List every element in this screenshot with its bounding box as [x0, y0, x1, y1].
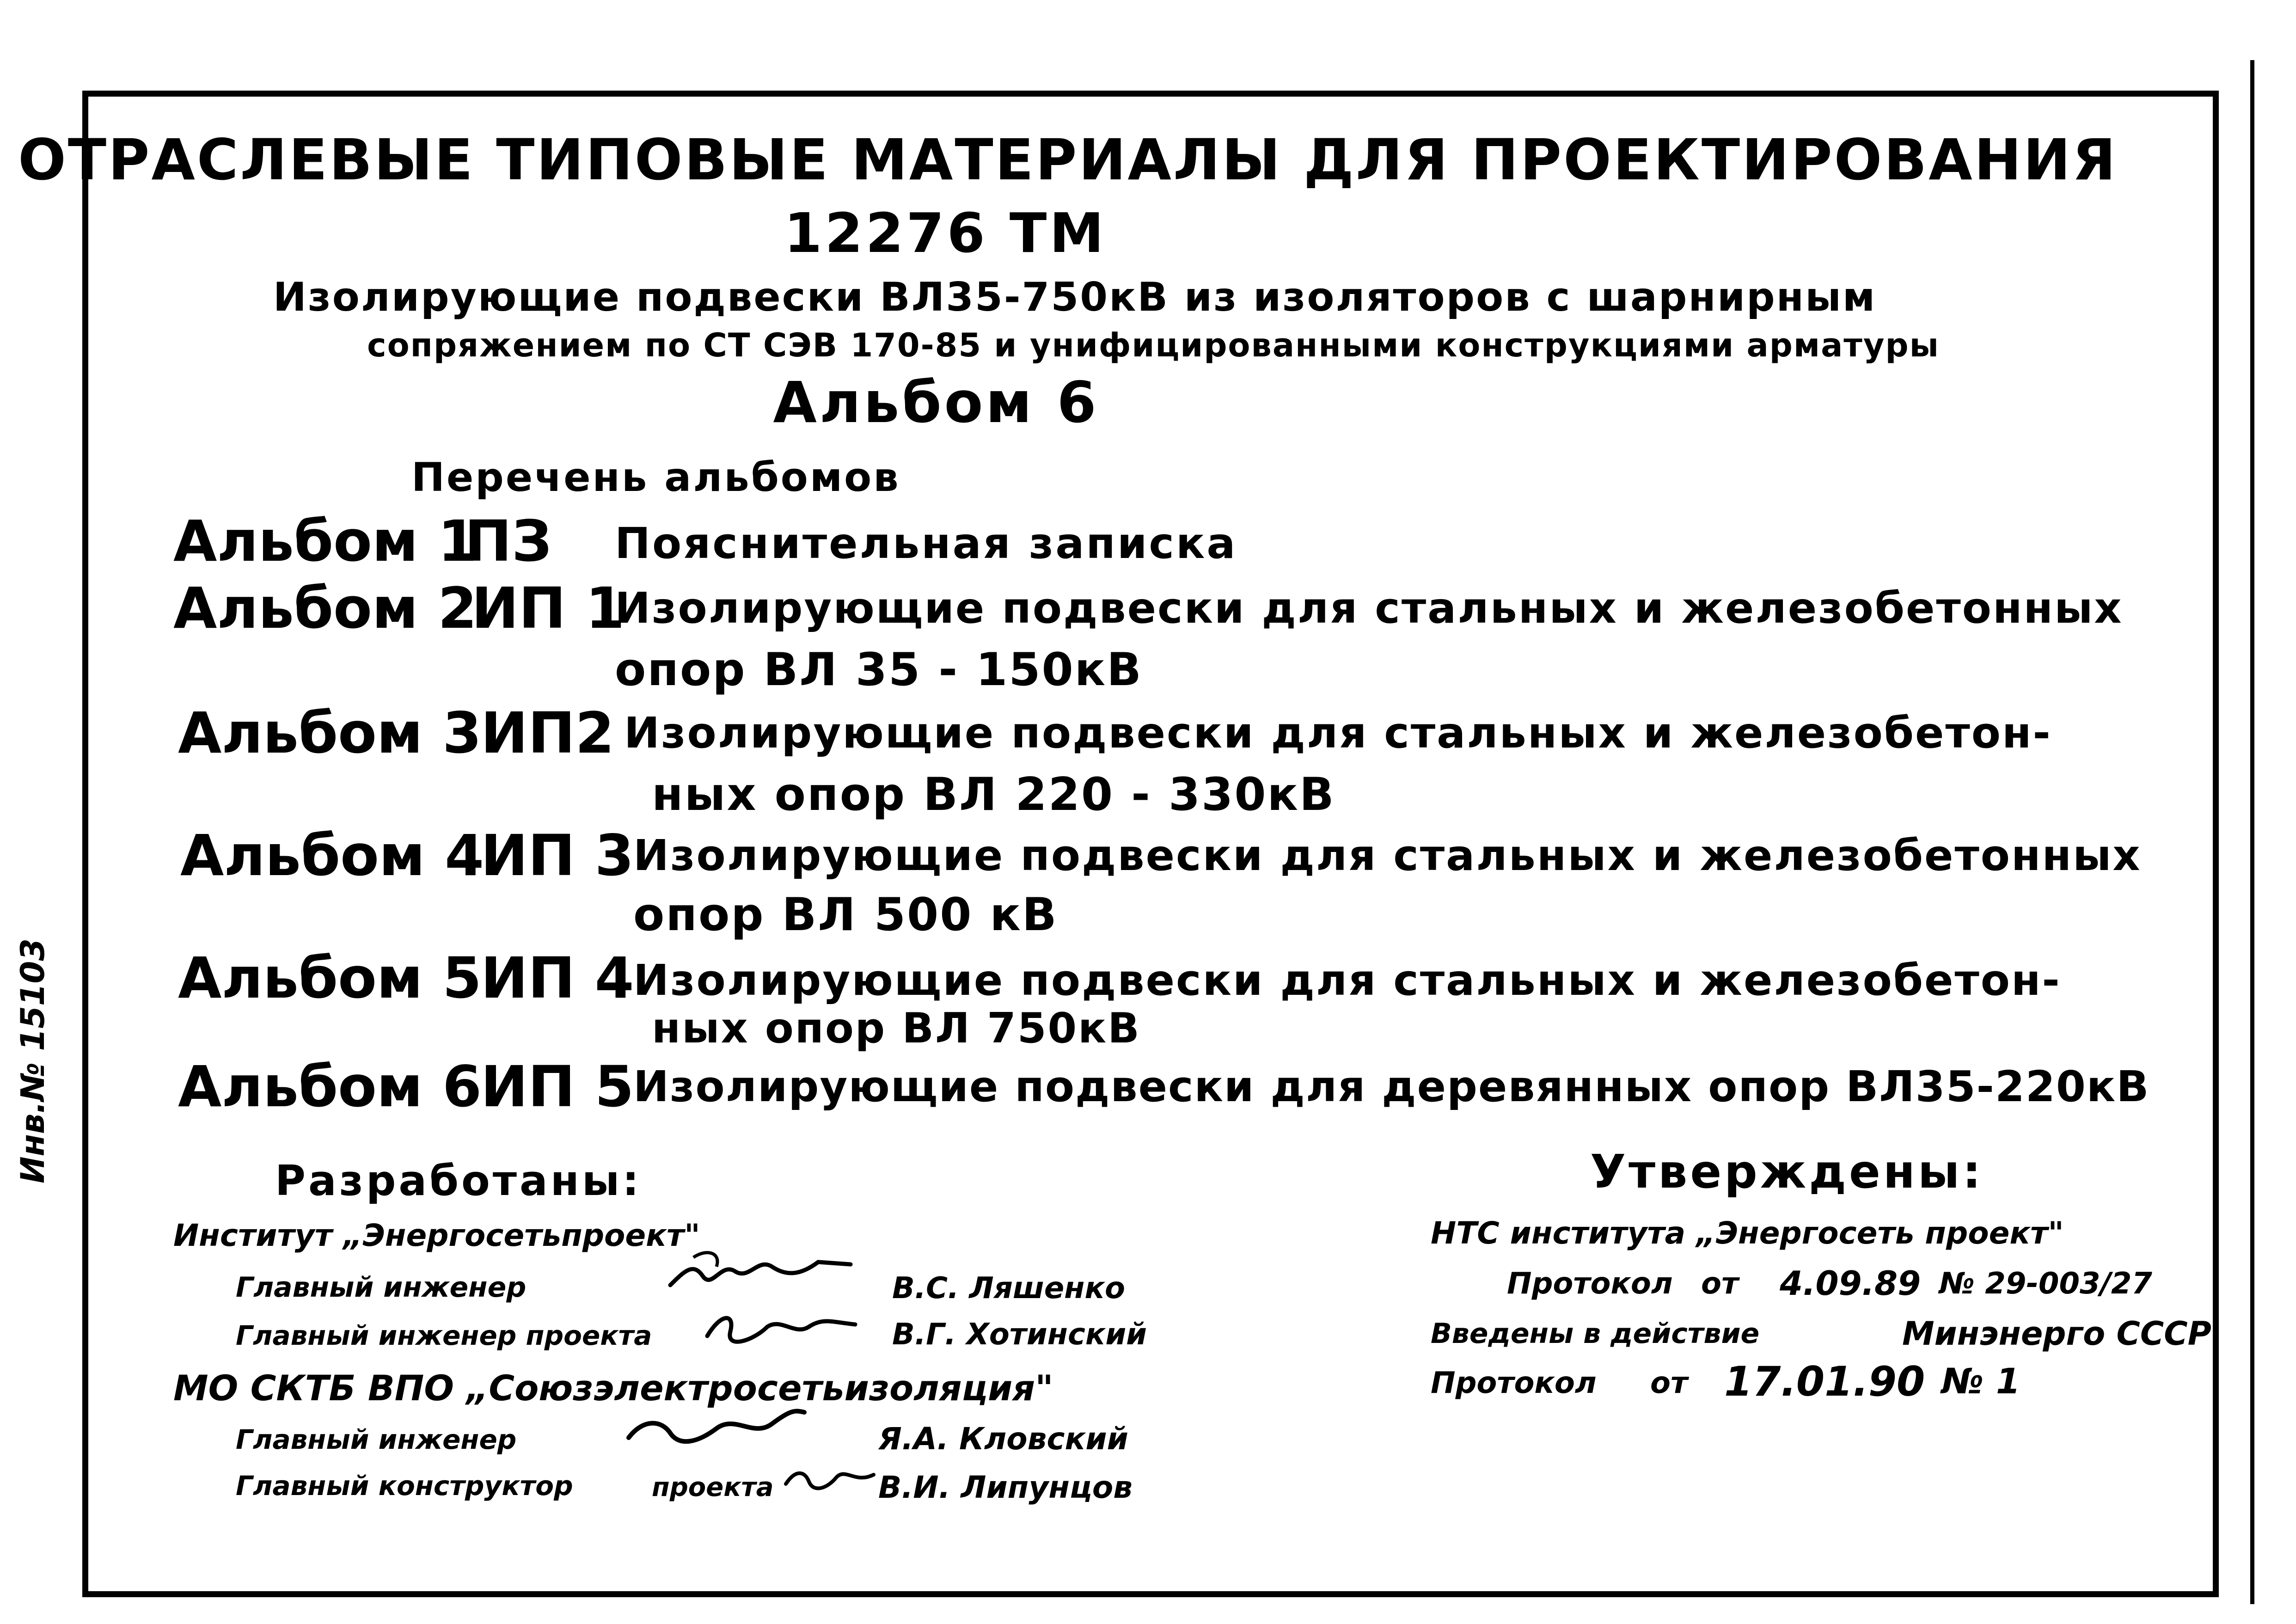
approved-protocol2-date: 17.01.90 [1724, 1358, 1925, 1405]
album-5-label: Альбом 5 [178, 945, 482, 1011]
signature-khotinsky [703, 1304, 860, 1350]
inventory-number: Инв.№ 15103 [14, 938, 52, 1183]
chief-engineer-name: В.С. Ляшенко [892, 1271, 1125, 1305]
page-edge-line [2250, 60, 2254, 1604]
album-4-code: ИП 3 [481, 823, 634, 889]
album-5-description-line2: ных опор ВЛ 750кВ [652, 1004, 1141, 1053]
approved-protocol1-label: Протокол [1507, 1267, 1673, 1301]
document-code: 12276 ТМ [784, 201, 1107, 265]
album-4-description-line2: опор ВЛ 500 кВ [633, 889, 1058, 941]
approved-protocol2-from: от [1650, 1366, 1688, 1400]
developed-institute: Институт „Энергосетьпроект" [173, 1218, 700, 1253]
album-3-description-line1: Изолирующие подвески для стальных и железобетон- [624, 708, 2052, 758]
album-2-description-line2: опор ВЛ 35 - 150кВ [615, 643, 1143, 696]
approved-protocol1-date: 4.09.89 [1780, 1264, 1921, 1303]
chief-designer-name: В.И. Липунцов [878, 1470, 1133, 1505]
approved-protocol1-from: от [1701, 1267, 1739, 1301]
signature-lipuntsov [781, 1456, 878, 1498]
approved-protocol2-number: № 1 [1941, 1360, 2020, 1402]
album-2-label: Альбом 2 [173, 576, 478, 641]
approved-council: НТС института „Энергосеть проект" [1431, 1215, 2064, 1251]
chief-designer-role: Главный конструктор [236, 1470, 573, 1501]
album-4-label: Альбом 4 [180, 823, 484, 889]
album-number-title: Альбом 6 [773, 370, 1099, 435]
album-6-code: ИП 5 [481, 1054, 634, 1120]
album-5-description-line1: Изолирующие подвески для стальных и железобетон- [633, 956, 2061, 1005]
chief-engineer2-name: Я.А. Кловский [878, 1421, 1128, 1457]
approved-protocol1-number: № 29-003/27 [1939, 1267, 2152, 1301]
developer-organization: МО СКТБ ВПО „Союзэлектросетьизоляция" [173, 1367, 1053, 1409]
album-2-description-line1: Изолирующие подвески для стальных и железобетонных [615, 583, 2123, 633]
chief-project-engineer-role: Главный инженер проекта [236, 1320, 652, 1351]
document-subtitle-line1: Изолирующие подвески ВЛ35-750кВ из изоляторов с шарнирным [273, 274, 1877, 320]
album-2-code: ИП 1 [471, 576, 625, 641]
album-1-description: Пояснительная записка [615, 519, 1237, 568]
chief-project-engineer-name: В.Г. Хотинский [892, 1318, 1147, 1352]
album-3-code: ИП2 [481, 700, 615, 766]
signature-lyashenko [666, 1244, 860, 1299]
approved-protocol2-label: Протокол [1431, 1366, 1597, 1400]
chief-engineer2-role: Главный инженер [236, 1424, 517, 1455]
album-5-code: ИП 4 [481, 945, 634, 1011]
approved-heading: Утверждены: [1590, 1145, 1984, 1199]
album-3-description-line2: ных опор ВЛ 220 - 330кВ [652, 768, 1335, 821]
document-subtitle-line2: сопряжением по СТ СЭВ 170-85 и унифицированными конструкциями арматуры [367, 326, 1940, 364]
album-6-description: Изолирующие подвески для деревянных опор ВЛ35-220кВ [633, 1062, 2150, 1111]
developed-heading: Разработаны: [275, 1157, 642, 1205]
approved-enacted: Введены в действие [1431, 1318, 1760, 1350]
chief-engineer-role: Главный инженер [236, 1271, 527, 1304]
album-6-label: Альбом 6 [178, 1054, 482, 1120]
chief-designer-role-project: проекта [652, 1472, 774, 1502]
approved-ministry: Минэнерго СССР [1902, 1315, 2211, 1353]
album-list-heading: Перечень альбомов [411, 454, 900, 501]
album-1-label: Альбом 1 [173, 509, 478, 574]
album-1-code: ПЗ [465, 509, 552, 574]
signature-klovsky [624, 1401, 809, 1456]
album-4-description-line1: Изолирующие подвески для стальных и железобетонных [633, 831, 2142, 880]
album-3-label: Альбом 3 [178, 700, 482, 766]
document-title: ОТРАСЛЕВЫЕ ТИПОВЫЕ МАТЕРИАЛЫ ДЛЯ ПРОЕКТИРОВАНИЯ [18, 127, 2118, 193]
